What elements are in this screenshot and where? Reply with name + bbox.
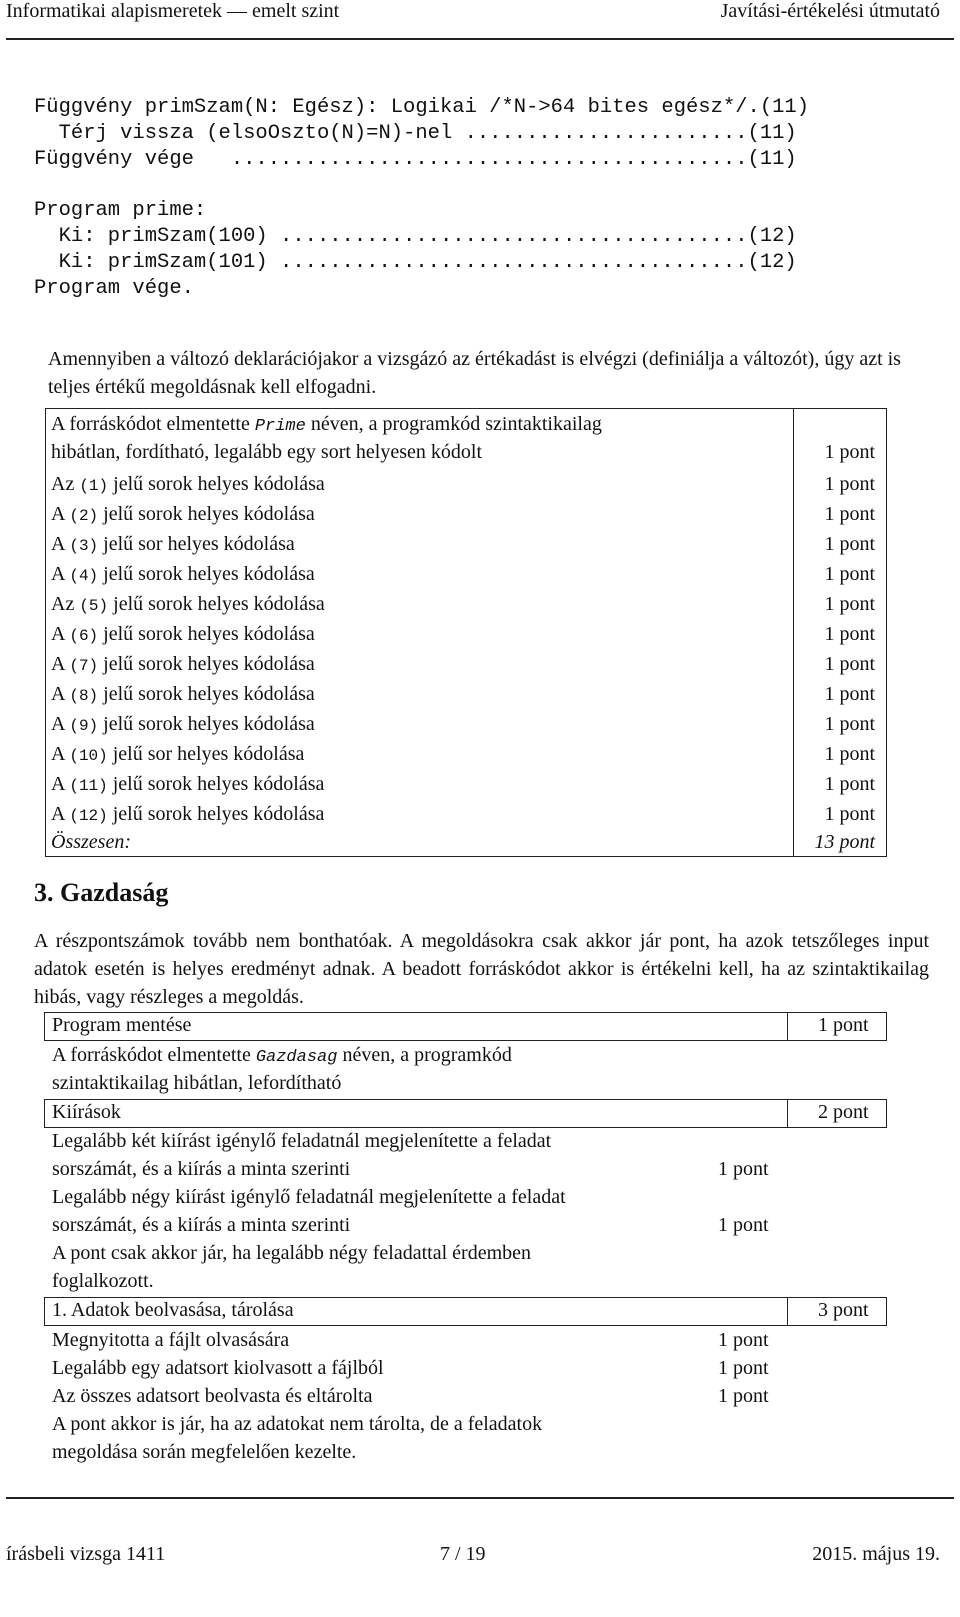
header-left: Informatikai alapismeretek — emelt szint: [6, 0, 340, 22]
table-row: [51, 590, 881, 620]
row-text: jelű sorok helyes kódolása: [98, 713, 315, 735]
output-points: 2 pont: [818, 1101, 869, 1123]
table-row: [51, 680, 881, 710]
row-text: A: [51, 533, 70, 555]
row-text: hibátlan, fordítható, legalább egy sort helyesen kódolt: [51, 441, 482, 463]
output-note-line2: foglalkozott.: [52, 1270, 154, 1292]
row-text: A: [51, 713, 70, 735]
output-item1-line1: Legalább két kiírást igénylő feladatnál megjelenítette a feladat: [52, 1130, 552, 1152]
output-item1-points: 1 pont: [718, 1158, 769, 1180]
row-points: 1 pont: [824, 683, 875, 705]
row-points: 1 pont: [824, 473, 875, 495]
row-code: (6): [69, 627, 99, 645]
row-points: 1 pont: [824, 563, 875, 585]
row-text: jelű sorok helyes kódolása: [98, 623, 315, 645]
read-points: 3 pont: [818, 1299, 869, 1321]
row-points: 1 pont: [824, 653, 875, 675]
read-item1-points: 1 pont: [718, 1329, 769, 1351]
row-points: 1 pont: [824, 503, 875, 525]
section-intro: A részpontszámok tovább nem bonthatóak. A megoldásokra csak akkor jár pont, ha azok tetszőleges input adatok esetén is helyes eredményt adnak. A beadott forráskódot akkor is értékelni kell, ha az szintaktikailag hibás, vagy részleges a megoldás.: [34, 930, 929, 1008]
output-item2-line1: Legalább négy kiírást igénylő feladatnál megjelenítette a feladat: [52, 1186, 566, 1208]
row-code: (5): [79, 597, 109, 615]
row-text: A: [51, 683, 70, 705]
table-row: [51, 560, 881, 590]
row-text: jelű sorok helyes kódolása: [107, 803, 325, 825]
code-line: Függvény primSzam(N: Egész): Logikai /*N->64 bites egész*/.(11): [34, 96, 810, 119]
table-row: [51, 620, 881, 650]
row-code: (3): [69, 537, 99, 555]
row-code: (2): [69, 507, 99, 525]
code-line: Ki: primSzam(101) ......................................(12): [34, 250, 797, 274]
code-line: Térj vissza (elsoOszto(N)=N)-nel .......................(11): [34, 121, 797, 145]
read-item3-points: 1 pont: [718, 1385, 769, 1407]
save-points: 1 pont: [818, 1014, 869, 1036]
read-note-line1: A pont akkor is jár, ha az adatokat nem tárolta, de a feladatok: [52, 1413, 543, 1435]
row-text: jelű sorok helyes kódolása: [108, 593, 325, 615]
row-text: jelű sor helyes kódolása: [98, 533, 295, 555]
row-code: (10): [69, 747, 108, 765]
save-title: Program mentése: [52, 1014, 192, 1036]
row-text: A: [51, 743, 70, 765]
output-item2-points: 1 pont: [718, 1214, 769, 1236]
row-code: (1): [79, 477, 109, 495]
row-points: 1 pont: [824, 743, 875, 765]
row-points: 1 pont: [824, 533, 875, 555]
output-item2-line2: sorszámát, és a kiírás a minta szerinti: [52, 1214, 351, 1236]
row-text: jelű sor helyes kódolása: [107, 743, 305, 765]
row-code: (11): [69, 777, 108, 795]
code-line: Függvény vége ..........................................(11): [34, 147, 797, 171]
row-text: A: [51, 653, 70, 675]
header-right: Javítási-értékelési útmutató: [720, 0, 940, 22]
footer-right: 2015. május 19.: [812, 1543, 940, 1565]
table-total-row: [51, 828, 881, 856]
row-text: A: [51, 563, 70, 585]
read-title: 1. Adatok beolvasása, tárolása: [52, 1299, 294, 1321]
table-row: [51, 740, 881, 770]
row-text: A: [51, 503, 70, 525]
table-row: [51, 500, 881, 530]
table-row: [51, 710, 881, 740]
read-item2: Legalább egy adatsort kiolvasott a fájlból: [52, 1357, 384, 1379]
row-code: (9): [69, 717, 99, 735]
row-code: Prime: [254, 417, 306, 436]
footer-center: 7 / 19: [440, 1543, 486, 1565]
save-text: néven, a programkód: [337, 1044, 512, 1066]
read-item3: Az összes adatsort beolvasta és eltárolta: [52, 1385, 373, 1407]
table-row: [51, 770, 881, 800]
row-text: Az: [51, 593, 80, 615]
row-code: (8): [69, 687, 99, 705]
row-points: 1 pont: [824, 441, 875, 463]
note-paragraph: Amennyiben a változó deklarációjakor a vizsgázó az értékadást is elvégzi (definiálja a változót), úgy azt is teljes értékű megoldásnak kell elfogadni.: [48, 348, 901, 398]
row-points: 1 pont: [824, 593, 875, 615]
row-text: jelű sorok helyes kódolása: [98, 563, 315, 585]
pseudocode-block: [34, 95, 809, 301]
row-text: jelű sorok helyes kódolása: [98, 503, 315, 525]
save-line1: [52, 1041, 512, 1072]
output-item1-line2: sorszámát, és a kiírás a minta szerinti: [52, 1158, 351, 1180]
row-code: (7): [69, 657, 99, 675]
row-text: A: [51, 803, 70, 825]
code-line: Program vége.: [34, 276, 194, 300]
row-text: jelű sorok helyes kódolása: [108, 473, 325, 495]
row-text: néven, a programkód szintaktikailag: [305, 413, 602, 435]
output-title-box: [44, 1099, 788, 1128]
row-points: 1 pont: [824, 803, 875, 825]
row-text: jelű sorok helyes kódolása: [107, 773, 325, 795]
code-line: Program prime:: [34, 199, 207, 223]
row-code: (4): [69, 567, 99, 585]
table-row: [51, 530, 881, 560]
table-row: [51, 470, 881, 500]
header-rule: [6, 38, 954, 40]
row-points: 1 pont: [824, 773, 875, 795]
section-title: 3. Gazdaság: [34, 878, 169, 907]
row-text: jelű sorok helyes kódolása: [98, 683, 315, 705]
save-line2: szintaktikailag hibátlan, lefordítható: [52, 1072, 342, 1094]
read-item1: Megnyitotta a fájlt olvasására: [52, 1329, 290, 1351]
row-points: 1 pont: [824, 623, 875, 645]
row-text: A: [51, 623, 70, 645]
output-note-line1: A pont csak akkor jár, ha legalább négy feladattal érdemben: [52, 1242, 532, 1264]
row-code: (12): [69, 807, 108, 825]
code-line: Ki: primSzam(100) ......................................(12): [34, 224, 797, 248]
row-text: A: [51, 773, 70, 795]
table-row: [51, 410, 881, 441]
row-points: 1 pont: [824, 713, 875, 735]
table-row: [51, 650, 881, 680]
save-text: A forráskódot elmentette: [52, 1044, 256, 1066]
read-item2-points: 1 pont: [718, 1357, 769, 1379]
table-row: [51, 800, 881, 830]
scoring-table-1: [45, 408, 887, 857]
table-row: [51, 438, 881, 466]
read-note-line2: megoldása során megfelelően kezelte.: [52, 1441, 357, 1463]
total-points: 13 pont: [814, 831, 875, 853]
output-title: Kiírások: [52, 1101, 121, 1123]
footer-left: írásbeli vizsga 1411: [6, 1543, 166, 1565]
total-label: Összesen:: [51, 831, 131, 853]
save-code: Gazdasag: [255, 1048, 338, 1067]
row-text: Az: [51, 473, 80, 495]
row-text: jelű sorok helyes kódolása: [98, 653, 315, 675]
row-text: A forráskódot elmentette: [51, 413, 255, 435]
footer-rule: [6, 1497, 954, 1499]
